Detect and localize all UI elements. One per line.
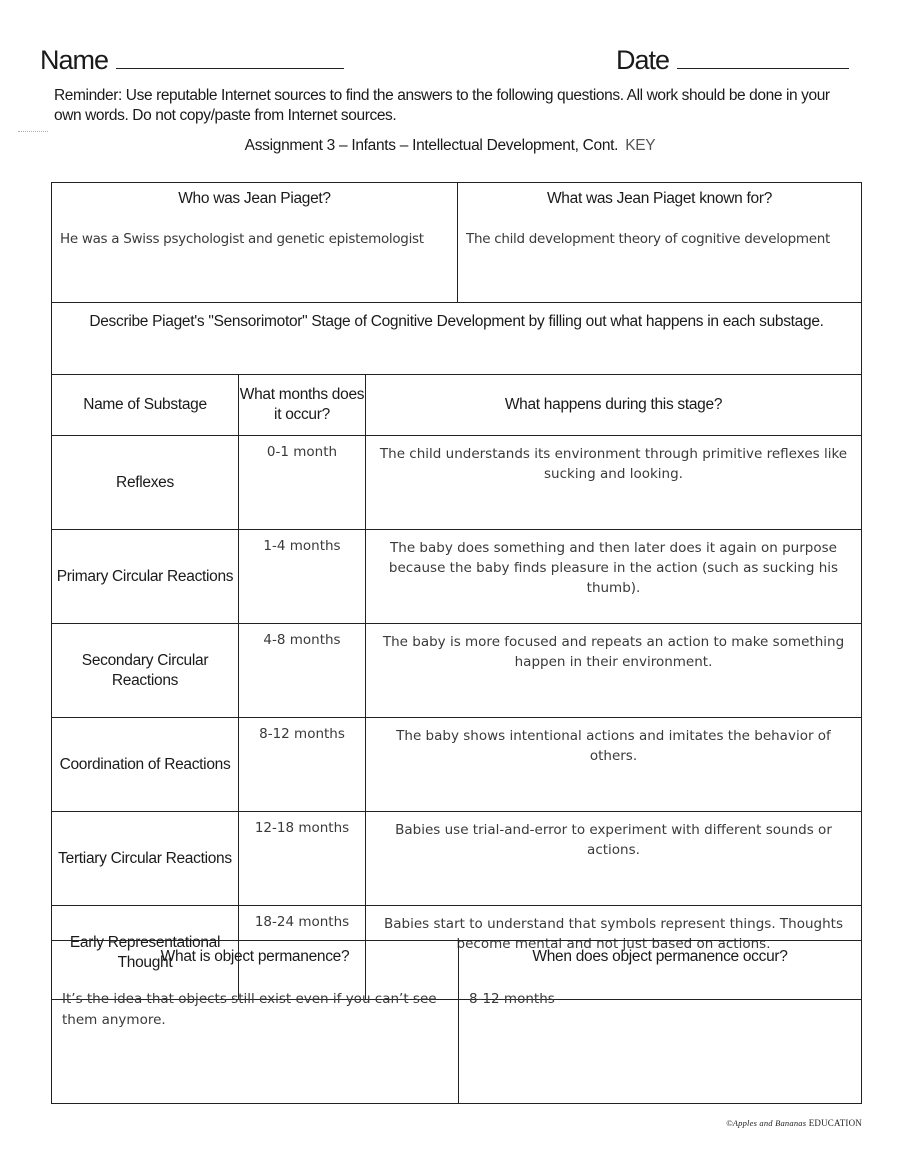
assignment-title (0, 137, 900, 155)
column-header-months: What months does it occur? (239, 375, 366, 436)
question-jean-piaget-cell (52, 183, 458, 303)
date-blank-line[interactable] (677, 42, 849, 69)
substage-name: Reflexes (52, 436, 239, 530)
substage-row (52, 530, 862, 624)
name-blank-line[interactable] (116, 42, 344, 69)
question-piaget-known-for: What was Jean Piaget known for? (546, 190, 773, 207)
date-label: Date (616, 45, 670, 75)
object-permanence-table (51, 940, 862, 1104)
key-label: KEY (625, 137, 656, 154)
substage-name: Early Representational Thought (52, 906, 239, 1000)
answer-piaget-known-for[interactable]: The child development theory of cognitive development (466, 231, 830, 247)
publisher-script: ©Apples and Bananas (726, 1118, 807, 1128)
substage-months[interactable]: 0-1 month (239, 436, 366, 530)
publisher-credit (726, 1118, 862, 1128)
substage-months[interactable]: 4-8 months (239, 624, 366, 718)
assignment-title-text: Assignment 3 – Infants – Intellectual Development, Cont. (244, 137, 619, 154)
answer-object-permanence-when[interactable]: 8-12 months (469, 991, 555, 1007)
column-header-row (52, 375, 862, 436)
substage-months[interactable]: 12-18 months (239, 812, 366, 906)
question-object-permanence: What is object permanence? (160, 948, 350, 965)
substage-description[interactable]: The baby does something and then later does it again on purpose because the baby finds pleasure in the action (such as sucking his thumb). (366, 530, 862, 624)
answer-jean-piaget[interactable]: He was a Swiss psychologist and genetic epistemologist (60, 231, 424, 247)
substage-row (52, 436, 862, 530)
substage-description[interactable]: The baby is more focused and repeats an action to make something happen in their environment. (366, 624, 862, 718)
object-permanence-row (52, 941, 862, 1104)
substage-months[interactable]: 8-12 months (239, 718, 366, 812)
reminder-text: Reminder: Use reputable Internet sources to find the answers to the following questions. All work should be done in your own words. Do not copy/paste from Internet sources. (54, 87, 830, 124)
describe-prompt-row (52, 303, 862, 375)
intro-questions-row (52, 183, 862, 303)
date-field[interactable] (616, 42, 849, 76)
publisher-brand: EDUCATION (808, 1118, 862, 1128)
scan-artifact (18, 131, 48, 132)
substage-name: Coordination of Reactions (52, 718, 239, 812)
substage-description[interactable]: The baby shows intentional actions and imitates the behavior of others. (366, 718, 862, 812)
question-object-permanence-when-cell (459, 941, 862, 1104)
substage-row (52, 812, 862, 906)
substage-description[interactable]: Babies start to understand that symbols represent things. Thoughts become mental and not just based on actions. (366, 906, 862, 1000)
substage-row (52, 624, 862, 718)
substage-name: Primary Circular Reactions (52, 530, 239, 624)
column-header-happens: What happens during this stage? (366, 375, 862, 436)
substage-description[interactable]: The child understands its environment through primitive reflexes like sucking and looking. (366, 436, 862, 530)
answer-object-permanence[interactable]: It’s the idea that objects still exist even if you can’t see them anymore. (62, 991, 437, 1028)
question-object-permanence-when: When does object permanence occur? (532, 948, 788, 965)
question-object-permanence-cell (52, 941, 459, 1104)
substage-row (52, 718, 862, 812)
name-label: Name (40, 45, 109, 75)
column-header-substage: Name of Substage (52, 375, 239, 436)
worksheet-table (51, 182, 862, 1000)
substage-name: Tertiary Circular Reactions (52, 812, 239, 906)
question-jean-piaget: Who was Jean Piaget? (178, 190, 331, 207)
substage-months[interactable]: 1-4 months (239, 530, 366, 624)
name-field[interactable] (40, 42, 344, 76)
question-piaget-known-for-cell (458, 183, 862, 303)
substage-description[interactable]: Babies use trial-and-error to experiment with different sounds or actions. (366, 812, 862, 906)
describe-prompt: Describe Piaget's "Sensorimotor" Stage of Cognitive Development by filling out what happens in each substage. (52, 303, 862, 375)
substage-months[interactable]: 18-24 months (239, 906, 366, 1000)
substage-name: Secondary Circular Reactions (52, 624, 239, 718)
